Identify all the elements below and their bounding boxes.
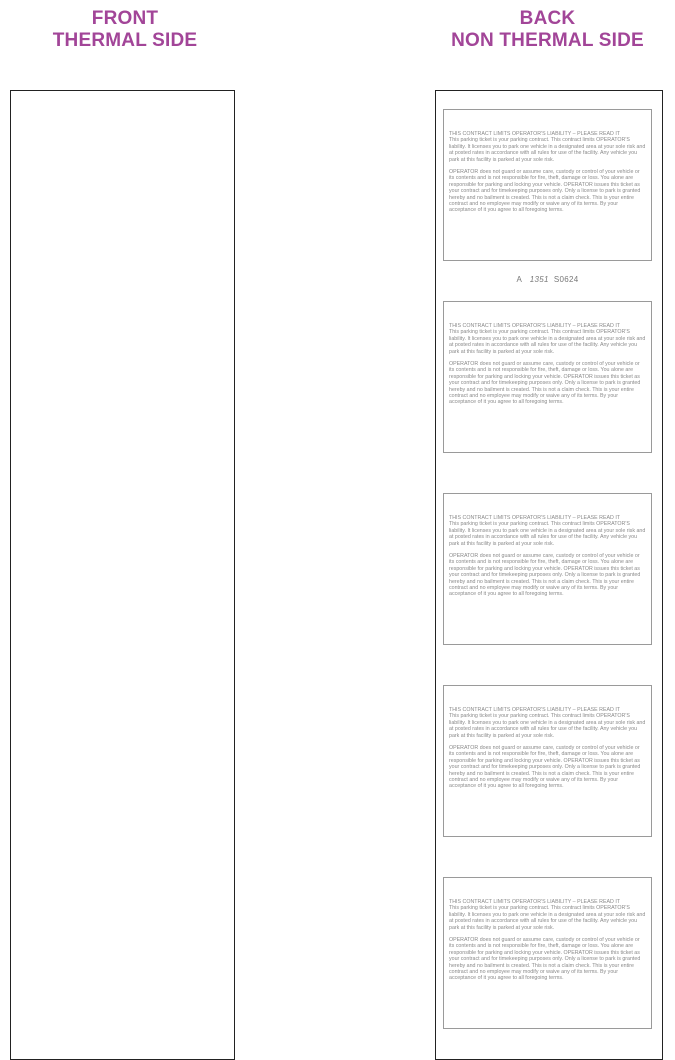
- serial-number-value: 1351: [529, 275, 549, 284]
- back-heading-line1: BACK: [519, 8, 576, 29]
- terms-heading: THIS CONTRACT LIMITS OPERATOR'S LIABILITY – PLEASE READ IT: [449, 323, 621, 329]
- terms-panel-5: [443, 877, 652, 1029]
- terms-paragraph-2: OPERATOR does not guard or assume care, custody or control of your vehicle or its contents and is not responsible for fire, theft, damage or loss. You alone are responsible for parking and locking your vehicle. OPERATOR issues this ticket as your contract and for timekeeping purposes only. Only a license to park is granted hereby and no bailment is created. This is not a claim check. This is your entire contract and no employee may modify or waive any of its terms. By your acceptance of it you agree to all foregoing terms.: [449, 937, 641, 982]
- back-heading: [420, 8, 675, 52]
- terms-heading: THIS CONTRACT LIMITS OPERATOR'S LIABILITY – PLEASE READ IT: [449, 707, 621, 713]
- serial-prefix: A: [516, 275, 523, 284]
- serial-code: S0624: [553, 275, 579, 284]
- back-heading-line2: NON THERMAL SIDE: [451, 30, 644, 51]
- terms-paragraph-2: OPERATOR does not guard or assume care, custody or control of your vehicle or its contents and is not responsible for fire, theft, damage or loss. You alone are responsible for parking and locking your vehicle. OPERATOR issues this ticket as your contract and for timekeeping purposes only. Only a license to park is granted hereby and no bailment is created. This is not a claim check. This is your entire contract and no employee may modify or waive any of its terms. By your acceptance of it you agree to all foregoing terms.: [449, 553, 641, 598]
- terms-paragraph-1: This parking ticket is your parking contract. This contract limits OPERATOR'S liability. It licenses you to park one vehicle in a designated area at your sole risk and at posted rates in accordance with all rules for use of the facility. Any vehicle you park at this facility is parked at your sole risk.: [449, 521, 646, 547]
- serial-number: [443, 275, 652, 284]
- front-heading-line1: FRONT: [91, 8, 159, 29]
- terms-paragraph-2: OPERATOR does not guard or assume care, custody or control of your vehicle or its contents and is not responsible for fire, theft, damage or loss. You alone are responsible for parking and locking your vehicle. OPERATOR issues this ticket as your contract and for timekeeping purposes only. Only a license to park is granted hereby and no bailment is created. This is not a claim check. This is your entire contract and no employee may modify or waive any of its terms. By your acceptance of it you agree to all foregoing terms.: [449, 169, 641, 214]
- terms-heading: THIS CONTRACT LIMITS OPERATOR'S LIABILITY – PLEASE READ IT: [449, 515, 621, 521]
- terms-paragraph-2: OPERATOR does not guard or assume care, custody or control of your vehicle or its contents and is not responsible for fire, theft, damage or loss. You alone are responsible for parking and locking your vehicle. OPERATOR issues this ticket as your contract and for timekeeping purposes only. Only a license to park is granted hereby and no bailment is created. This is not a claim check. This is your entire contract and no employee may modify or waive any of its terms. By your acceptance of it you agree to all foregoing terms.: [449, 361, 641, 406]
- terms-panel-2: [443, 301, 652, 453]
- front-heading: [0, 8, 250, 52]
- terms-heading: THIS CONTRACT LIMITS OPERATOR'S LIABILITY – PLEASE READ IT: [449, 131, 621, 137]
- terms-paragraph-1: This parking ticket is your parking contract. This contract limits OPERATOR'S liability. It licenses you to park one vehicle in a designated area at your sole risk and at posted rates in accordance with all rules for use of the facility. Any vehicle you park at this facility is parked at your sole risk.: [449, 329, 646, 355]
- terms-panel-4: [443, 685, 652, 837]
- terms-paragraph-1: This parking ticket is your parking contract. This contract limits OPERATOR'S liability. It licenses you to park one vehicle in a designated area at your sole risk and at posted rates in accordance with all rules for use of the facility. Any vehicle you park at this facility is parked at your sole risk.: [449, 905, 646, 931]
- terms-paragraph-2: OPERATOR does not guard or assume care, custody or control of your vehicle or its contents and is not responsible for fire, theft, damage or loss. You alone are responsible for parking and locking your vehicle. OPERATOR issues this ticket as your contract and for timekeeping purposes only. Only a license to park is granted hereby and no bailment is created. This is not a claim check. This is your entire contract and no employee may modify or waive any of its terms. By your acceptance of it you agree to all foregoing terms.: [449, 745, 641, 790]
- terms-heading: THIS CONTRACT LIMITS OPERATOR'S LIABILITY – PLEASE READ IT: [449, 899, 621, 905]
- terms-panel-1: [443, 109, 652, 261]
- terms-panel-3: [443, 493, 652, 645]
- terms-paragraph-1: This parking ticket is your parking contract. This contract limits OPERATOR'S liability. It licenses you to park one vehicle in a designated area at your sole risk and at posted rates in accordance with all rules for use of the facility. Any vehicle you park at this facility is parked at your sole risk.: [449, 713, 646, 739]
- front-ticket-strip: [10, 90, 235, 1060]
- front-heading-line2: THERMAL SIDE: [52, 30, 198, 51]
- terms-paragraph-1: This parking ticket is your parking contract. This contract limits OPERATOR'S liability. It licenses you to park one vehicle in a designated area at your sole risk and at posted rates in accordance with all rules for use of the facility. Any vehicle you park at this facility is parked at your sole risk.: [449, 137, 646, 163]
